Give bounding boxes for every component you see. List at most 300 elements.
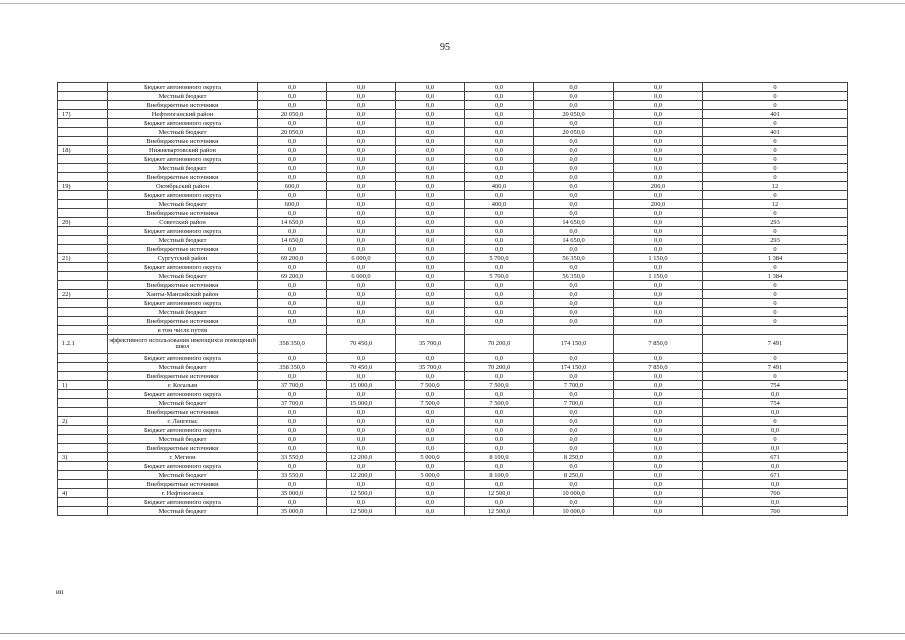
cell-item-number xyxy=(58,83,108,92)
cell-year-5: 0,0 xyxy=(614,381,703,390)
cell-item-name: Местный бюджет xyxy=(108,399,258,408)
cell-year-1: 0,0 xyxy=(327,462,396,471)
cell-item-name: г. Лангепас xyxy=(108,417,258,426)
table-row xyxy=(58,408,848,417)
cell-year-1: 0,0 xyxy=(327,435,396,444)
cell-year-5: 200,0 xyxy=(614,200,703,209)
cell-total: 0,0 xyxy=(258,308,327,317)
table-row xyxy=(58,263,848,272)
cell-places: 700 xyxy=(703,489,848,498)
cell-total: 20 050,0 xyxy=(258,128,327,137)
cell-year-1: 0,0 xyxy=(327,408,396,417)
cell-year-5: 0,0 xyxy=(614,444,703,453)
table-row xyxy=(58,110,848,119)
cell-total: 0,0 xyxy=(258,101,327,110)
cell-item-number xyxy=(58,101,108,110)
cell-item-number xyxy=(58,227,108,236)
cell-item-number xyxy=(58,399,108,408)
cell-item-name: Октябрьский район xyxy=(108,182,258,191)
cell-year-2: 0,0 xyxy=(396,236,465,245)
cell-year-3: 0,0 xyxy=(465,101,534,110)
cell-item-number xyxy=(58,354,108,363)
cell-year-3: 0,0 xyxy=(465,146,534,155)
cell-item-number xyxy=(58,164,108,173)
cell-year-1: 0,0 xyxy=(327,417,396,426)
cell-item-number xyxy=(58,245,108,254)
cell-item-name: Внебюджетные источники xyxy=(108,281,258,290)
cell-item-number: 17) xyxy=(58,110,108,119)
cell-item-number xyxy=(58,444,108,453)
cell-year-2: 0,0 xyxy=(396,137,465,146)
cell-year-2: 0,0 xyxy=(396,182,465,191)
table-row xyxy=(58,128,848,137)
cell-year-5: 0,0 xyxy=(614,462,703,471)
cell-item-name: Местный бюджет xyxy=(108,507,258,516)
cell-year-4: 0,0 xyxy=(534,444,614,453)
cell-year-1: 0,0 xyxy=(327,137,396,146)
cell-item-name: Местный бюджет xyxy=(108,164,258,173)
cell-places: 0 xyxy=(703,146,848,155)
cell-year-5: 0,0 xyxy=(614,236,703,245)
cell-item-number xyxy=(58,363,108,372)
cell-places: 0,0 xyxy=(703,444,848,453)
cell-year-4: 10 000,0 xyxy=(534,507,614,516)
cell-year-4: 0,0 xyxy=(534,263,614,272)
cell-places: 0 xyxy=(703,92,848,101)
table-row xyxy=(58,399,848,408)
cell-year-2: 0,0 xyxy=(396,164,465,173)
cell-item-name: Местный бюджет xyxy=(108,92,258,101)
cell-places: 0 xyxy=(703,417,848,426)
cell-year-2: 0,0 xyxy=(396,480,465,489)
cell-places xyxy=(703,326,848,335)
table-row xyxy=(58,290,848,299)
table-row xyxy=(58,146,848,155)
cell-item-name: Внебюджетные источники xyxy=(108,317,258,326)
cell-total: 0,0 xyxy=(258,290,327,299)
cell-year-2: 0,0 xyxy=(396,245,465,254)
cell-year-2: 0,0 xyxy=(396,254,465,263)
cell-item-number xyxy=(58,471,108,480)
cell-item-number: 1.2.1 xyxy=(58,335,108,354)
cell-year-4: 0,0 xyxy=(534,137,614,146)
cell-year-2: 35 700,0 xyxy=(396,335,465,354)
cell-year-1: 0,0 xyxy=(327,173,396,182)
table-row xyxy=(58,426,848,435)
cell-places: 0 xyxy=(703,308,848,317)
cell-total: 0,0 xyxy=(258,155,327,164)
cell-year-2: 0,0 xyxy=(396,155,465,164)
cell-total: 37 700,0 xyxy=(258,399,327,408)
cell-year-3: 0,0 xyxy=(465,173,534,182)
cell-year-1: 6 000,0 xyxy=(327,272,396,281)
cell-year-3: 0,0 xyxy=(465,236,534,245)
cell-total: 0,0 xyxy=(258,137,327,146)
cell-total: 0,0 xyxy=(258,417,327,426)
cell-item-number: 18) xyxy=(58,146,108,155)
cell-places: 754 xyxy=(703,399,848,408)
cell-total: 0,0 xyxy=(258,83,327,92)
cell-year-2: 0,0 xyxy=(396,173,465,182)
cell-year-5: 0,0 xyxy=(614,435,703,444)
cell-total: 0,0 xyxy=(258,146,327,155)
cell-year-1: 12 200,0 xyxy=(327,471,396,480)
cell-total: 69 200,0 xyxy=(258,272,327,281)
cell-total: 358 350,0 xyxy=(258,363,327,372)
cell-total: 0,0 xyxy=(258,444,327,453)
cell-places: 700 xyxy=(703,507,848,516)
cell-year-5: 0,0 xyxy=(614,101,703,110)
cell-year-4: 0,0 xyxy=(534,227,614,236)
cell-item-number xyxy=(58,236,108,245)
cell-places: 0,0 xyxy=(703,462,848,471)
cell-year-2: 0,0 xyxy=(396,507,465,516)
table-row xyxy=(58,354,848,363)
cell-year-4: 0,0 xyxy=(534,417,614,426)
cell-year-2: 0,0 xyxy=(396,417,465,426)
cell-total: 20 050,0 xyxy=(258,110,327,119)
table-row xyxy=(58,462,848,471)
cell-year-4: 0,0 xyxy=(534,173,614,182)
cell-item-name: г. Когалым xyxy=(108,381,258,390)
cell-year-1: 0,0 xyxy=(327,245,396,254)
cell-year-2: 0,0 xyxy=(396,317,465,326)
budget-table xyxy=(57,82,848,516)
cell-year-3: 0,0 xyxy=(465,281,534,290)
cell-year-1: 0,0 xyxy=(327,426,396,435)
cell-item-number xyxy=(58,308,108,317)
cell-item-name: Бюджет автономного округа xyxy=(108,462,258,471)
cell-item-name: Внебюджетные источники xyxy=(108,137,258,146)
cell-year-4: 7 700,0 xyxy=(534,381,614,390)
cell-year-5: 0,0 xyxy=(614,290,703,299)
cell-year-2: 0,0 xyxy=(396,92,465,101)
cell-year-5: 0,0 xyxy=(614,83,703,92)
table-row xyxy=(58,335,848,354)
cell-year-5: 0,0 xyxy=(614,498,703,507)
cell-year-4: 0,0 xyxy=(534,191,614,200)
cell-item-number xyxy=(58,137,108,146)
table-row xyxy=(58,119,848,128)
cell-item-name: Внебюджетные источники xyxy=(108,173,258,182)
table-row xyxy=(58,363,848,372)
cell-year-2: 5 000,0 xyxy=(396,471,465,480)
cell-year-5: 0,0 xyxy=(614,155,703,164)
cell-year-4: 7 700,0 xyxy=(534,399,614,408)
cell-places: 401 xyxy=(703,128,848,137)
cell-year-4: 0,0 xyxy=(534,164,614,173)
cell-year-4: 174 150,0 xyxy=(534,335,614,354)
cell-year-5: 0,0 xyxy=(614,263,703,272)
cell-item-name: Бюджет автономного округа xyxy=(108,299,258,308)
cell-year-4: 0,0 xyxy=(534,182,614,191)
cell-item-name: Советский район xyxy=(108,218,258,227)
cell-item-name: Внебюджетные источники xyxy=(108,101,258,110)
cell-year-5: 0,0 xyxy=(614,218,703,227)
cell-year-2: 0,0 xyxy=(396,209,465,218)
cell-places: 0 xyxy=(703,299,848,308)
cell-total: 35 000,0 xyxy=(258,507,327,516)
cell-item-name: Внебюджетные источники xyxy=(108,480,258,489)
cell-year-4: 0,0 xyxy=(534,390,614,399)
cell-places: 671 xyxy=(703,453,848,462)
cell-year-2: 35 700,0 xyxy=(396,363,465,372)
cell-year-2: 0,0 xyxy=(396,281,465,290)
cell-places: 0 xyxy=(703,119,848,128)
table-row xyxy=(58,435,848,444)
cell-total: 358 350,0 xyxy=(258,335,327,354)
cell-total: 0,0 xyxy=(258,263,327,272)
cell-item-name: Местный бюджет xyxy=(108,236,258,245)
cell-item-number xyxy=(58,299,108,308)
cell-year-3: 0,0 xyxy=(465,372,534,381)
cell-year-1: 0,0 xyxy=(327,444,396,453)
cell-year-3: 0,0 xyxy=(465,155,534,164)
cell-item-name: Местный бюджет xyxy=(108,435,258,444)
cell-year-2: 0,0 xyxy=(396,426,465,435)
cell-year-4: 56 350,0 xyxy=(534,254,614,263)
cell-year-1: 0,0 xyxy=(327,182,396,191)
cell-item-name: Местный бюджет xyxy=(108,363,258,372)
cell-total: 0,0 xyxy=(258,354,327,363)
cell-year-5: 0,0 xyxy=(614,209,703,218)
cell-year-5: 0,0 xyxy=(614,191,703,200)
cell-year-5: 7 850,0 xyxy=(614,363,703,372)
cell-item-number xyxy=(58,462,108,471)
table-row xyxy=(58,236,848,245)
cell-total: 0,0 xyxy=(258,245,327,254)
cell-year-1: 0,0 xyxy=(327,308,396,317)
cell-total: 600,0 xyxy=(258,182,327,191)
cell-year-4: 0,0 xyxy=(534,480,614,489)
cell-places: 754 xyxy=(703,381,848,390)
cell-item-name: Бюджет автономного округа xyxy=(108,83,258,92)
cell-year-1: 0,0 xyxy=(327,317,396,326)
cell-year-4: 0,0 xyxy=(534,146,614,155)
cell-year-5: 0,0 xyxy=(614,245,703,254)
cell-year-5: 0,0 xyxy=(614,453,703,462)
table-row xyxy=(58,444,848,453)
cell-total: 0,0 xyxy=(258,480,327,489)
cell-year-4: 0,0 xyxy=(534,308,614,317)
cell-year-1: 0,0 xyxy=(327,372,396,381)
cell-item-number xyxy=(58,426,108,435)
cell-item-number xyxy=(58,507,108,516)
cell-item-number xyxy=(58,498,108,507)
cell-item-name: Местный бюджет xyxy=(108,471,258,480)
cell-year-2 xyxy=(396,326,465,335)
cell-year-3: 70 200,0 xyxy=(465,335,534,354)
cell-item-number xyxy=(58,119,108,128)
cell-item-name: Бюджет автономного округа xyxy=(108,191,258,200)
cell-year-4: 174 150,0 xyxy=(534,363,614,372)
cell-places: 0 xyxy=(703,155,848,164)
cell-year-1: 0,0 xyxy=(327,354,396,363)
table-row xyxy=(58,155,848,164)
cell-year-5 xyxy=(614,326,703,335)
cell-year-4: 0,0 xyxy=(534,245,614,254)
cell-year-5: 0,0 xyxy=(614,408,703,417)
cell-year-3: 0,0 xyxy=(465,137,534,146)
cell-item-name: г. Мегион xyxy=(108,453,258,462)
cell-year-3: 0,0 xyxy=(465,164,534,173)
cell-year-3: 400,0 xyxy=(465,182,534,191)
cell-year-1: 12 200,0 xyxy=(327,453,396,462)
cell-year-5: 0,0 xyxy=(614,372,703,381)
cell-year-5: 0,0 xyxy=(614,92,703,101)
cell-year-2: 0,0 xyxy=(396,462,465,471)
cell-year-3: 0,0 xyxy=(465,435,534,444)
cell-total: 0,0 xyxy=(258,173,327,182)
cell-year-4: 0,0 xyxy=(534,426,614,435)
cell-places: 0 xyxy=(703,164,848,173)
cell-year-1: 6 000,0 xyxy=(327,254,396,263)
cell-places: 0 xyxy=(703,245,848,254)
cell-year-2: 0,0 xyxy=(396,128,465,137)
cell-year-1: 0,0 xyxy=(327,164,396,173)
cell-year-4: 0,0 xyxy=(534,290,614,299)
cell-year-3: 0,0 xyxy=(465,462,534,471)
cell-total: 0,0 xyxy=(258,92,327,101)
scan-bottom-edge xyxy=(0,633,905,634)
cell-year-3: 0,0 xyxy=(465,408,534,417)
cell-places: 12 xyxy=(703,200,848,209)
cell-year-2: 0,0 xyxy=(396,83,465,92)
cell-year-2: 0,0 xyxy=(396,290,465,299)
cell-year-2: 0,0 xyxy=(396,110,465,119)
cell-year-4: 0,0 xyxy=(534,408,614,417)
cell-places: 0 xyxy=(703,83,848,92)
cell-year-3: 0,0 xyxy=(465,290,534,299)
cell-year-5: 0,0 xyxy=(614,137,703,146)
cell-places: 0 xyxy=(703,101,848,110)
cell-total: 0,0 xyxy=(258,317,327,326)
table-row xyxy=(58,164,848,173)
cell-year-3: 0,0 xyxy=(465,83,534,92)
cell-year-1: 0,0 xyxy=(327,480,396,489)
cell-year-1 xyxy=(327,326,396,335)
cell-total: 0,0 xyxy=(258,372,327,381)
table-row xyxy=(58,137,848,146)
cell-year-3 xyxy=(465,326,534,335)
cell-item-number xyxy=(58,390,108,399)
table-row xyxy=(58,182,848,191)
cell-item-number xyxy=(58,408,108,417)
cell-item-number xyxy=(58,480,108,489)
cell-item-number xyxy=(58,128,108,137)
cell-item-number: 21) xyxy=(58,254,108,263)
cell-places: 0 xyxy=(703,372,848,381)
cell-year-1: 0,0 xyxy=(327,119,396,128)
cell-places: 0 xyxy=(703,435,848,444)
cell-year-3: 0,0 xyxy=(465,417,534,426)
cell-total xyxy=(258,326,327,335)
table-row xyxy=(58,417,848,426)
cell-total: 0,0 xyxy=(258,191,327,200)
table-row xyxy=(58,227,848,236)
cell-places: 0 xyxy=(703,290,848,299)
cell-item-name: Бюджет автономного округа xyxy=(108,354,258,363)
cell-total: 14 650,0 xyxy=(258,236,327,245)
cell-item-name: Местный бюджет xyxy=(108,128,258,137)
cell-places: 0 xyxy=(703,317,848,326)
cell-total: 0,0 xyxy=(258,408,327,417)
cell-total: 0,0 xyxy=(258,119,327,128)
cell-year-4: 56 350,0 xyxy=(534,272,614,281)
cell-year-1: 0,0 xyxy=(327,263,396,272)
cell-year-1: 0,0 xyxy=(327,101,396,110)
footer-mark: ип xyxy=(56,588,64,596)
cell-item-name: Ханты-Мансийский район xyxy=(108,290,258,299)
cell-year-5: 0,0 xyxy=(614,390,703,399)
cell-year-2: 5 000,0 xyxy=(396,453,465,462)
cell-year-1: 0,0 xyxy=(327,200,396,209)
cell-year-1: 0,0 xyxy=(327,227,396,236)
cell-year-4: 14 650,0 xyxy=(534,218,614,227)
table-row xyxy=(58,390,848,399)
cell-year-3: 0,0 xyxy=(465,444,534,453)
cell-year-1: 15 000,0 xyxy=(327,399,396,408)
cell-year-1: 12 500,0 xyxy=(327,507,396,516)
cell-item-number xyxy=(58,281,108,290)
table-row xyxy=(58,218,848,227)
cell-total: 0,0 xyxy=(258,209,327,218)
cell-year-2: 0,0 xyxy=(396,200,465,209)
cell-places: 0 xyxy=(703,263,848,272)
cell-year-4: 0,0 xyxy=(534,299,614,308)
table-row xyxy=(58,272,848,281)
cell-year-1: 0,0 xyxy=(327,128,396,137)
cell-year-2: 0,0 xyxy=(396,119,465,128)
cell-year-1: 0,0 xyxy=(327,390,396,399)
table-row xyxy=(58,191,848,200)
cell-year-5: 0,0 xyxy=(614,354,703,363)
cell-year-3: 70 200,0 xyxy=(465,363,534,372)
cell-total: 0,0 xyxy=(258,299,327,308)
cell-total: 69 200,0 xyxy=(258,254,327,263)
cell-total: 0,0 xyxy=(258,426,327,435)
table-row xyxy=(58,173,848,182)
cell-year-4: 0,0 xyxy=(534,101,614,110)
cell-year-3: 8 100,0 xyxy=(465,453,534,462)
cell-year-1: 0,0 xyxy=(327,498,396,507)
cell-year-3: 0,0 xyxy=(465,128,534,137)
cell-item-number: 22) xyxy=(58,290,108,299)
cell-year-2: 0,0 xyxy=(396,101,465,110)
cell-year-5: 200,0 xyxy=(614,182,703,191)
cell-item-number xyxy=(58,173,108,182)
table-row xyxy=(58,372,848,381)
cell-year-4 xyxy=(534,326,614,335)
cell-year-2: 0,0 xyxy=(396,390,465,399)
cell-year-2: 0,0 xyxy=(396,489,465,498)
cell-year-4: 0,0 xyxy=(534,200,614,209)
cell-year-5: 0,0 xyxy=(614,417,703,426)
cell-year-3: 0,0 xyxy=(465,245,534,254)
cell-year-2: 0,0 xyxy=(396,299,465,308)
cell-year-4: 20 050,0 xyxy=(534,128,614,137)
cell-year-4: 0,0 xyxy=(534,498,614,507)
cell-total: 0,0 xyxy=(258,390,327,399)
cell-year-2: 7 500,0 xyxy=(396,381,465,390)
cell-places: 0,0 xyxy=(703,498,848,507)
cell-item-number xyxy=(58,272,108,281)
cell-places: 1 384 xyxy=(703,272,848,281)
table-row xyxy=(58,92,848,101)
cell-item-name: Бюджет автономного округа xyxy=(108,119,258,128)
cell-year-5: 0,0 xyxy=(614,173,703,182)
cell-year-4: 0,0 xyxy=(534,281,614,290)
